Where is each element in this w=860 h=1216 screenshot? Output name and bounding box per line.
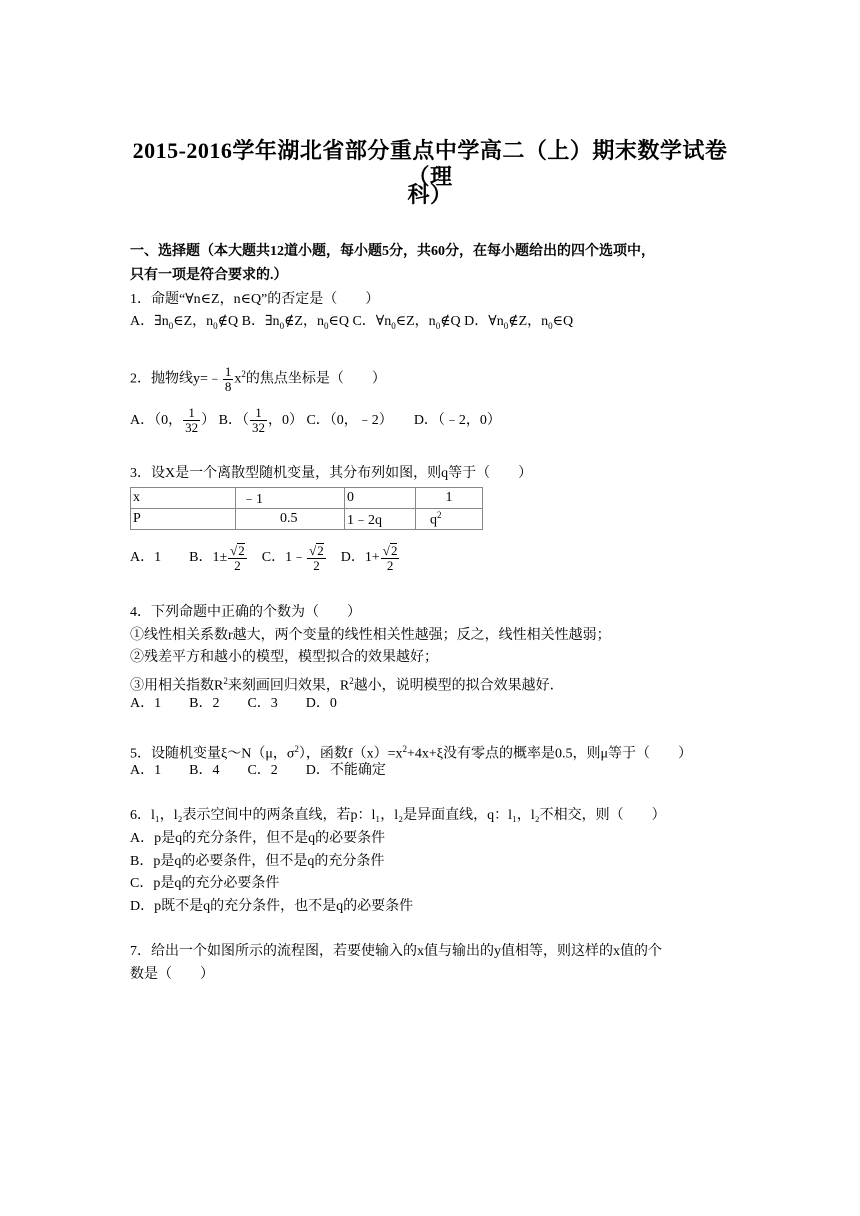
q6-option-b: B．p是q的必要条件，但不是q的充分条件	[130, 854, 385, 869]
q4-stem: 4．下列命题中正确的个数为（ ）	[130, 605, 361, 620]
q4-statement-2: ②残差平方和越小的模型，模型拟合的效果越好；	[130, 650, 438, 665]
q6-stem: 6．l₁，l₂表示空间中的两条直线，若p：l₁，l₂是异面直线，q：l₁，l₂不相交，则（ ）	[130, 808, 666, 823]
q3-options: A．1 B．1± $\frac{√2}{2}$ C．1﹣ $\frac{√2}{2}$ D．1+ $\frac{√2}{2}$	[130, 542, 398, 573]
exam-title-line1: 2015-2016学年湖北省部分重点中学高二（上）期末数学试卷（理	[132, 138, 728, 189]
q6-option-d: D．p既不是q的充分条件，也不是q的必要条件	[130, 899, 414, 914]
q2-fraction: $\frac{1}{8}$	[224, 363, 232, 394]
q4-options: A．1 B．2 C．3 D．0	[130, 696, 337, 711]
q2-options: A．（0， $\frac{1}{32}$ ） B．（ $\frac{1}{32}$ ，0） C．（0，﹣2） D．（﹣2，0）	[130, 405, 501, 436]
q1-options: A．$\exists n_0\in Z$，$n_0\notin Q$ B．$\exists n_0\notin Z$，$n_0\in Q$ C．$\forall n_0\in Z$，$n_0\notin Q$ D．$\forall n_0\notin Z$，$n_0\in Q$	[130, 314, 574, 331]
table-row: P 0.5 1﹣2q $q^2$	[131, 509, 483, 530]
distribution-table	[130, 487, 483, 530]
table-row: x ﹣1 0 1	[131, 488, 483, 509]
q4-statement-3: ③用相关指数$R^2$来刻画回归效果，$R^2$越小，说明模型的拟合效果越好．	[130, 676, 564, 694]
section-heading-line1: 一、选择题（本大题共12道小题，每小题5分，共60分，在每小题给出的四个选项中，	[130, 244, 655, 259]
q3-stem: 3．设X是一个离散型随机变量，其分布列如图，则q等于（ ）	[130, 466, 533, 481]
q5-options: A．1 B．4 C．2 D．不能确定	[130, 763, 386, 778]
q6-option-c: C．p是q的充分必要条件	[130, 876, 280, 891]
q7-stem-line2: 数是（ ）	[130, 967, 214, 982]
q1-stem: 1．命题“∀n∈Z，n∈Q”的否定是（ ）	[130, 292, 380, 307]
q5-stem: 5．设随机变量ξ～N（μ，$\sigma^2$），函数$f(x)=x^2+4x+\xi$没有零点的概率是0.5，则μ等于（ ）	[130, 744, 693, 762]
exam-title-line2: 科）	[407, 182, 453, 207]
q2-stem: 2．抛物线y=﹣ $\frac{1}{8}$ $x^2$的焦点坐标是（ ）	[130, 363, 386, 394]
q6-option-a: A．p是q的充分条件，但不是q的必要条件	[130, 831, 386, 846]
section-heading-line2: 只有一项是符合要求的.）	[130, 268, 288, 283]
q4-statement-1: ①线性相关系数r越大，两个变量的线性相关性越强；反之，线性相关性越弱；	[130, 628, 611, 643]
q7-stem-line1: 7．给出一个如图所示的流程图，若要使输入的x值与输出的y值相等，则这样的x值的个	[130, 944, 662, 959]
